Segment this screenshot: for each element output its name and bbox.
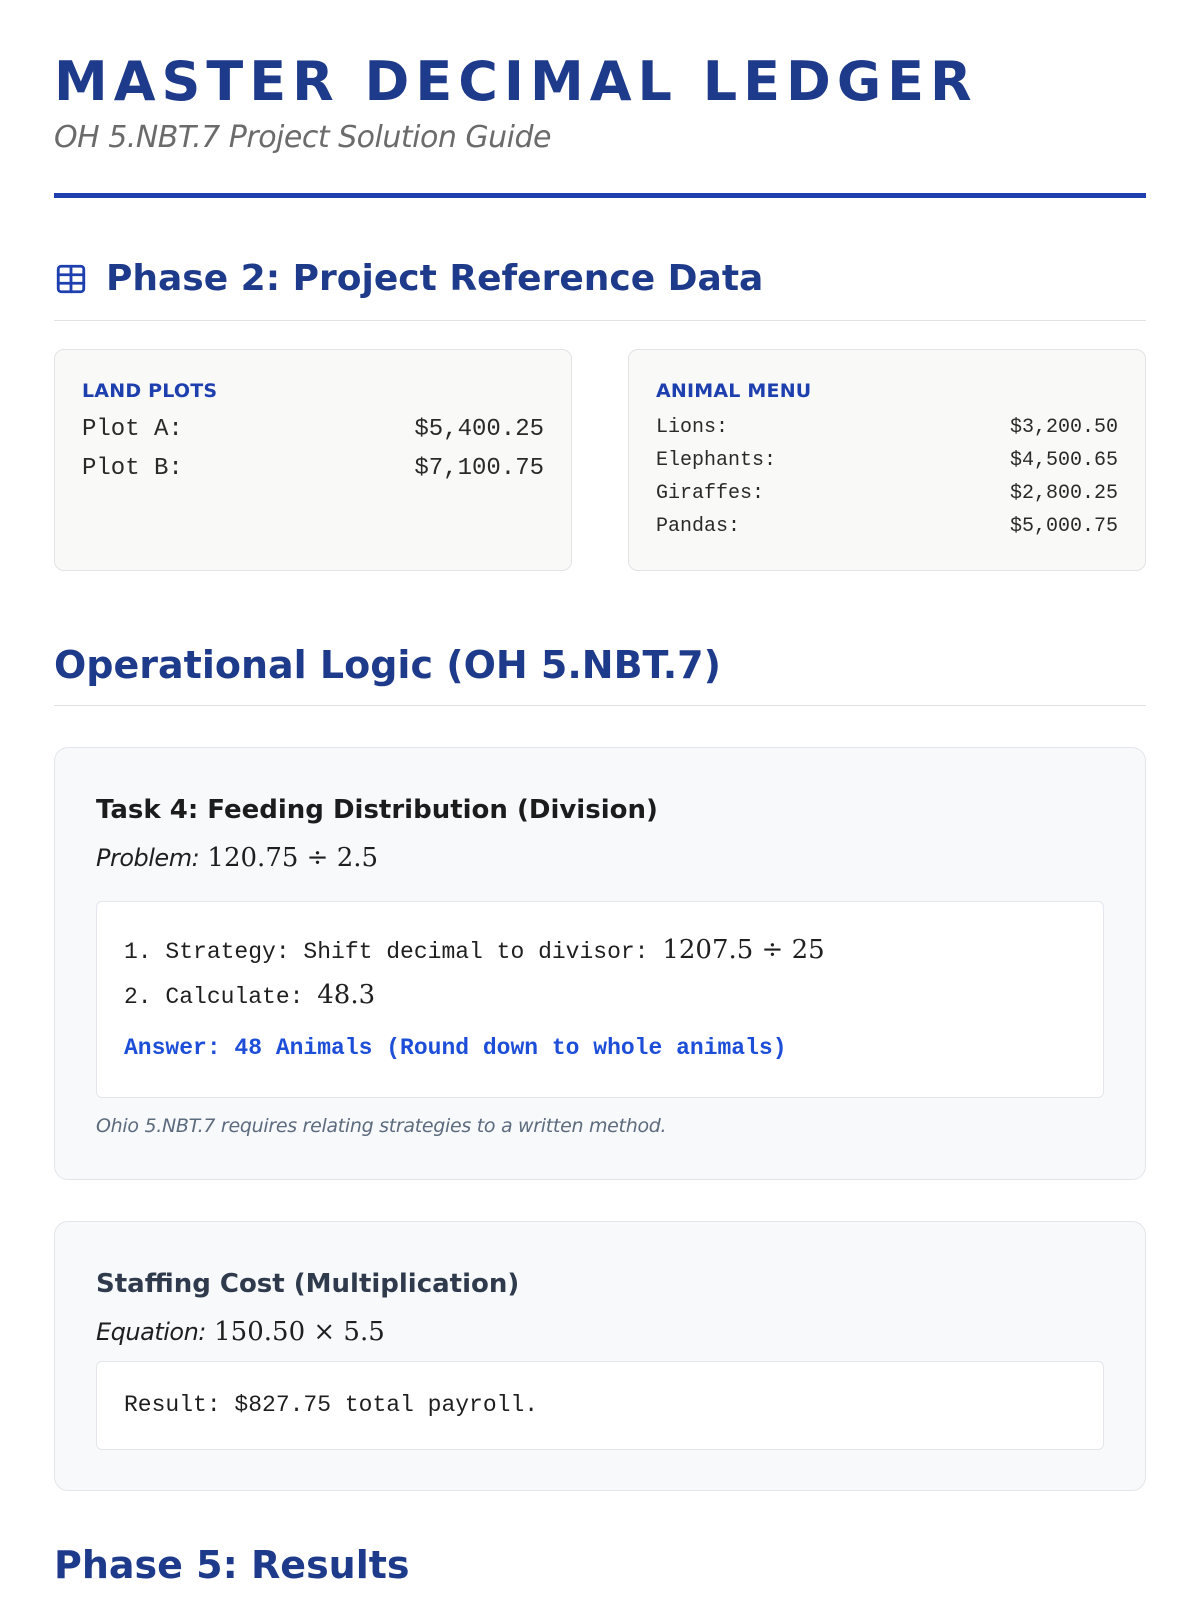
page-title: MASTER DECIMAL LEDGER xyxy=(54,50,978,113)
solution-step-1 xyxy=(124,935,825,965)
equation-label: Equation: xyxy=(96,1318,206,1346)
phase2-heading-text: Phase 2: Project Reference Data xyxy=(106,258,764,299)
step1-expression: 1207.5 ÷ 25 xyxy=(662,935,825,965)
land-plot-row xyxy=(82,416,544,443)
plot-price: $7,100.75 xyxy=(414,455,544,482)
plot-name: Plot B: xyxy=(82,455,183,482)
animal-menu-card xyxy=(628,349,1146,571)
task4-card xyxy=(54,747,1146,1180)
phase5-heading: Phase 5: Results xyxy=(54,1543,410,1587)
animal-price: $5,000.75 xyxy=(1009,515,1118,538)
section-divider xyxy=(54,320,1146,321)
plot-price: $5,400.25 xyxy=(414,416,544,443)
task4-solution-box xyxy=(96,901,1104,1098)
step2-expression: 48.3 xyxy=(317,980,376,1010)
animal-price: $4,500.65 xyxy=(1009,449,1118,472)
animal-row xyxy=(656,449,1118,472)
land-plot-row xyxy=(82,455,544,482)
animal-name: Lions: xyxy=(656,416,729,439)
page-subtitle: OH 5.NBT.7 Project Solution Guide xyxy=(54,120,551,155)
animal-row xyxy=(656,416,1118,439)
step1-text: 1. Strategy: Shift decimal to divisor: xyxy=(124,939,649,965)
animal-name: Elephants: xyxy=(656,449,777,472)
animal-name: Giraffes: xyxy=(656,482,765,505)
task4-footnote: Ohio 5.NBT.7 requires relating strategies to a written method. xyxy=(96,1115,667,1137)
task4-problem xyxy=(96,843,378,873)
problem-label: Problem: xyxy=(96,844,200,872)
title-divider xyxy=(54,193,1146,198)
problem-expression: 120.75 ÷ 2.5 xyxy=(207,843,379,873)
operational-logic-heading: Operational Logic (OH 5.NBT.7) xyxy=(54,643,721,687)
land-plots-card xyxy=(54,349,572,571)
animal-menu-label: ANIMAL MENU xyxy=(656,380,812,402)
staffing-equation xyxy=(96,1317,385,1347)
animal-price: $3,200.50 xyxy=(1009,416,1118,439)
plot-name: Plot A: xyxy=(82,416,183,443)
staffing-result: Result: $827.75 total payroll. xyxy=(124,1392,539,1418)
staffing-card xyxy=(54,1221,1146,1491)
phase2-heading xyxy=(54,258,763,299)
table-icon xyxy=(54,262,88,296)
equation-expression: 150.50 × 5.5 xyxy=(214,1317,385,1347)
staffing-title: Staffing Cost (Multiplication) xyxy=(96,1269,520,1299)
animal-row xyxy=(656,515,1118,538)
task4-title: Task 4: Feeding Distribution (Division) xyxy=(96,795,658,825)
animal-price: $2,800.25 xyxy=(1009,482,1118,505)
animal-name: Pandas: xyxy=(656,515,741,538)
task4-answer: Answer: 48 Animals (Round down to whole animals) xyxy=(124,1035,787,1061)
section-divider xyxy=(54,705,1146,706)
staffing-result-box xyxy=(96,1361,1104,1450)
step2-text: 2. Calculate: xyxy=(124,984,304,1010)
animal-row xyxy=(656,482,1118,505)
land-plots-label: LAND PLOTS xyxy=(82,380,218,402)
solution-step-2 xyxy=(124,980,375,1010)
